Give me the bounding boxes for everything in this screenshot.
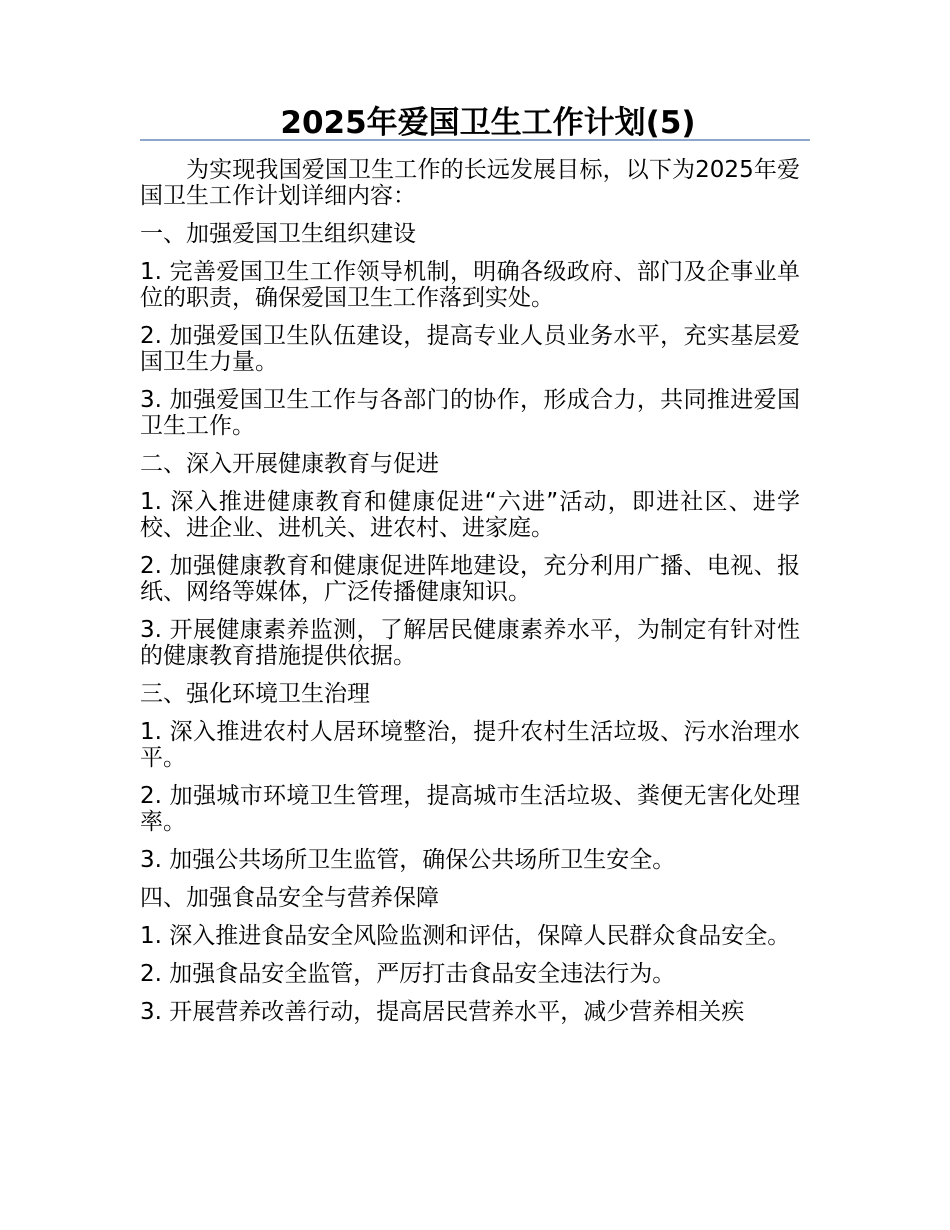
document-body	[140, 157, 800, 1025]
section-heading-1: 一、加强爱国卫生组织建设	[140, 221, 416, 247]
section-4-item-1: 1. 深入推进食品安全风险监测和评估，保障人民群众食品安全。	[140, 923, 791, 949]
intro-paragraph: 为实现我国爱国卫生工作的长远发展目标，以下为2025年爱国卫生工作计划详细内容：	[140, 157, 800, 209]
section-heading-4: 四、加强食品安全与营养保障	[140, 885, 439, 911]
section-3-item-2: 2. 加强城市环境卫生管理，提高城市生活垃圾、粪便无害化处理率。	[140, 783, 800, 835]
section-heading-3: 三、强化环境卫生治理	[140, 681, 370, 707]
section-4-item-3: 3. 开展营养改善行动，提高居民营养水平，减少营养相关疾	[140, 999, 745, 1025]
section-1-item-3: 3. 加强爱国卫生工作与各部门的协作，形成合力，共同推进爱国卫生工作。	[140, 387, 800, 439]
section-3-item-3: 3. 加强公共场所卫生监管，确保公共场所卫生安全。	[140, 847, 676, 873]
title-underline	[140, 139, 810, 141]
section-heading-2: 二、深入开展健康教育与促进	[140, 451, 439, 477]
section-1-item-2: 2. 加强爱国卫生队伍建设，提高专业人员业务水平，充实基层爱国卫生力量。	[140, 323, 800, 375]
section-3-item-1: 1. 深入推进农村人居环境整治，提升农村生活垃圾、污水治理水平。	[140, 719, 800, 771]
section-4-item-2: 2. 加强食品安全监管，严厉打击食品安全违法行为。	[140, 961, 676, 987]
section-2-item-3: 3. 开展健康素养监测，了解居民健康素养水平，为制定有针对性的健康教育措施提供依据。	[140, 617, 800, 669]
section-2-item-1: 1. 深入推进健康教育和健康促进“六进”活动，即进社区、进学校、进企业、进机关、进农村、进家庭。	[140, 489, 800, 541]
document-title: 2025年爱国卫生工作计划(5)	[280, 105, 696, 141]
section-2-item-2: 2. 加强健康教育和健康促进阵地建设，充分利用广播、电视、报纸、网络等媒体，广泛传播健康知识。	[140, 553, 800, 605]
section-1-item-1: 1. 完善爱国卫生工作领导机制，明确各级政府、部门及企事业单位的职责，确保爱国卫生工作落到实处。	[140, 259, 800, 311]
